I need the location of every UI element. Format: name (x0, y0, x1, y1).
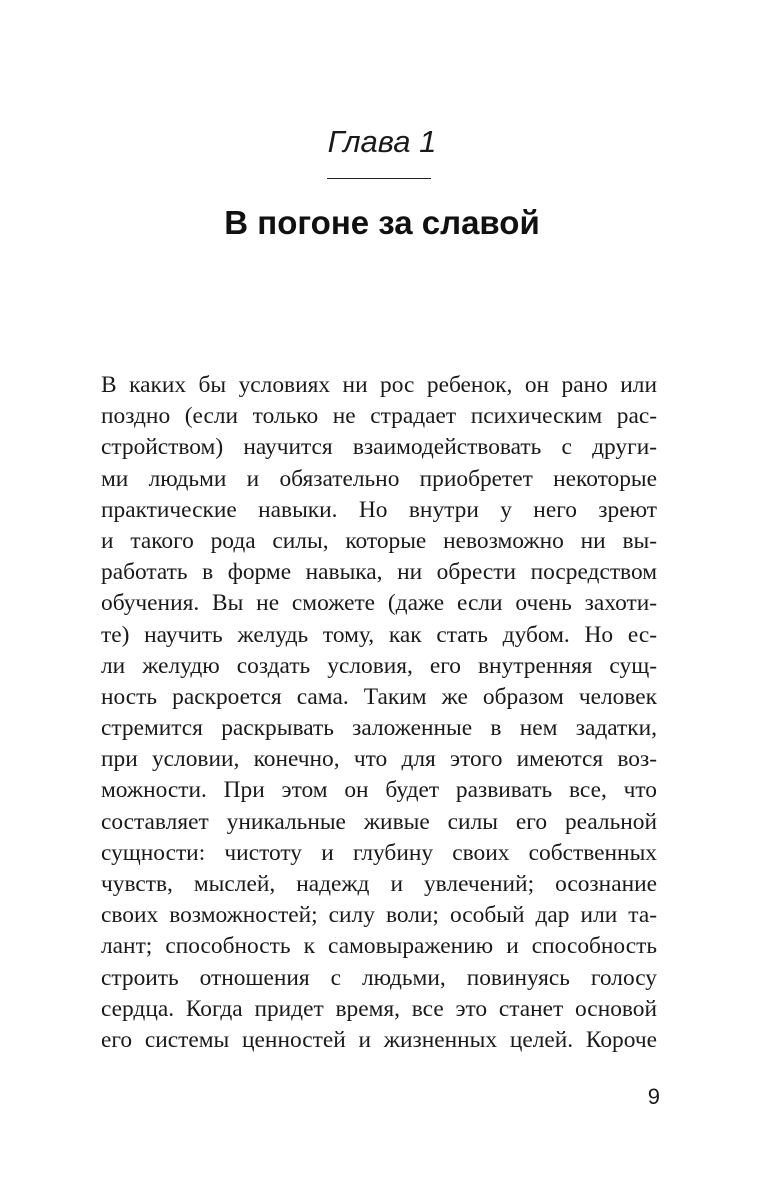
body-line: ми людьми и обязательно приобретет некоторые (101, 465, 657, 492)
body-line: те) научить желудь тому, как стать дубом. Но ес- (101, 621, 657, 648)
body-line: обучения. Вы не сможете (даже если очень захоти- (101, 590, 657, 617)
body-line: стремится раскрывать заложенные в нем задатки, (101, 715, 657, 742)
body-line: поздно (если только не страдает психическим рас- (101, 403, 657, 430)
body-line: при условии, конечно, что для этого имеются воз- (101, 746, 657, 773)
body-line: ность раскроется сама. Таким же образом человек (101, 683, 657, 710)
chapter-title: В погоне за славой (224, 204, 540, 241)
body-line: лант; способность к самовыражению и способность (101, 933, 657, 960)
body-line: строить отношения с людьми, повинуясь голосу (101, 964, 657, 991)
body-line: его системы ценностей и жизненных целей. Короче (101, 1026, 657, 1053)
body-line: и такого рода силы, которые невозможно ни вы- (101, 527, 657, 554)
body-line: практические навыки. Но внутри у него зреют (101, 496, 657, 523)
body-line: чувств, мыслей, надежд и увлечений; осознание (101, 871, 657, 897)
body-line: составляет уникальные живые силы его реальной (101, 808, 657, 835)
body-line: сущности: чистоту и глубину своих собственных (101, 839, 657, 866)
body-line: ли желудю создать условия, его внутренняя сущ- (101, 652, 657, 679)
body-paragraph (101, 370, 657, 1056)
body-line: стройством) научится взаимодействовать с други- (101, 434, 657, 461)
page-number: 9 (647, 1084, 660, 1109)
body-line: В каких бы условиях ни рос ребенок, он рано или (101, 372, 657, 398)
body-line: сердца. Когда придет время, все это станет основой (101, 995, 657, 1022)
body-line: можности. При этом он будет развивать все, что (101, 777, 657, 804)
body-line: своих возможностей; силу воли; особый дар или та- (101, 902, 657, 929)
chapter-divider (327, 178, 431, 179)
chapter-label: Глава 1 (327, 124, 437, 159)
body-line: работать в форме навыка, ни обрести посредством (101, 559, 657, 586)
